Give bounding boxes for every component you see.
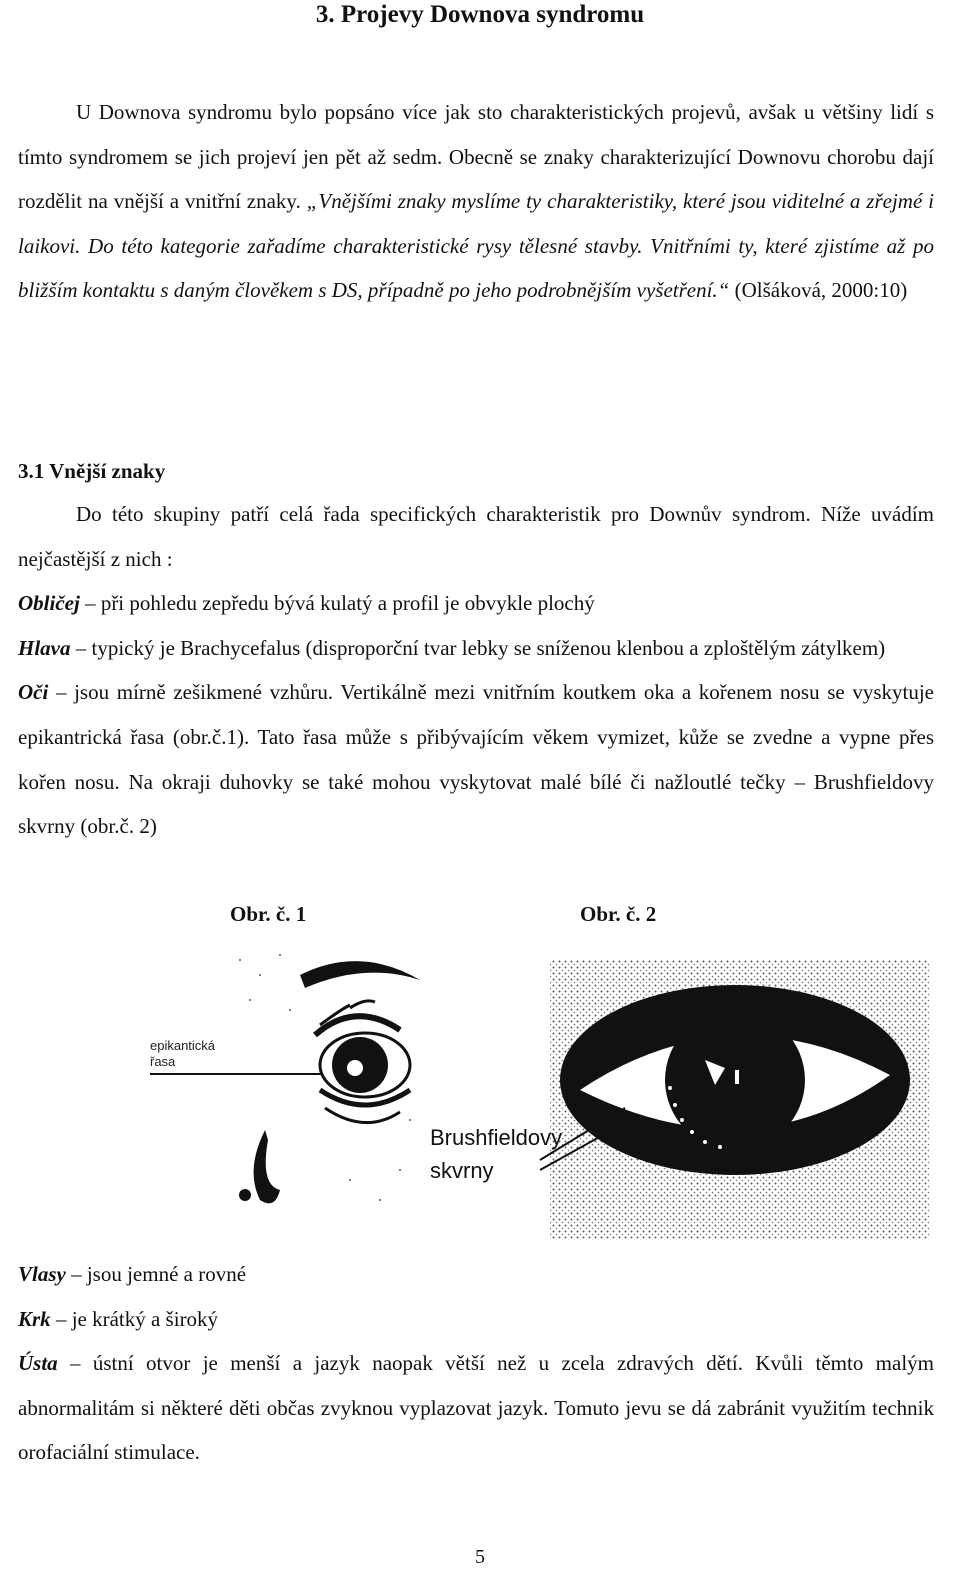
- page-title: 3. Projevy Downova syndromu: [315, 1, 645, 28]
- trait-text: – jsou mírně zešikmené vzhůru. Vertikálně mezi vnitřním koutkem oka a kořenem nosu se vyskytuje epikantrická řasa (obr.č.1). Tato řasa může s přibývajícím věkem vymizet, kůže se zvedne a vypne přes kořen nosu. Na okraji duhovky se také mohou vyskytovat malé bílé či nažloutlé tečky – Brushfieldovy skvrny (obr.č. 2): [18, 680, 934, 839]
- figure-1-eye-illustration: [150, 940, 430, 1240]
- trait-row: [18, 626, 934, 671]
- figure-2-label: Obr. č. 2: [580, 902, 657, 926]
- figure-1-annotation-1: epikantická: [150, 1038, 216, 1053]
- trait-row: [18, 1341, 934, 1475]
- section-heading: 3.1 Vnější znaky: [18, 459, 166, 483]
- section-lead: Do této skupiny patří celá řada specifických charakteristik pro Downův syndrom. Níže uvádím nejčastější z nich :: [18, 502, 934, 571]
- trait-text: – při pohledu zepředu bývá kulatý a profil je obvykle plochý: [79, 591, 595, 616]
- intro-text: U Downova syndromu bylo popsáno více jak sto charakteristických projevů, avšak u většiny lidí s tímto syndromem se jich projeví jen pět až sedm. Obecně se znaky charakterizující Downovu chorobu dají rozdělit na vnější a vnitřní znaky.: [18, 100, 934, 214]
- trait-row: [18, 670, 934, 848]
- intro-citation: (Olšáková, 2000:10): [729, 278, 908, 303]
- page-number: 5: [475, 1546, 485, 1568]
- trait-text: – typický je Brachycefalus (disproporční tvar lebky se sníženou klenbou a zploštělým zátylkem): [70, 635, 886, 660]
- trait-text: – jsou jemné a rovné: [65, 1262, 247, 1286]
- trait-term: Vlasy: [18, 1262, 66, 1286]
- iris-highlight: [347, 1060, 363, 1076]
- trait-term: Ústa: [18, 1351, 58, 1376]
- intro-paragraph: [18, 90, 934, 313]
- intro-quote: „Vnějšími znaky myslíme ty charakteristiky, které jsou viditelné a zřejmé i laikovi. Do této kategorie zařadíme charakteristické rysy tělesné stavby. Vnitřními ty, které zjistíme až po bližším kontaktu s daným člověkem s DS, případně po jeho podrobnějším vyšetření.“: [18, 189, 934, 303]
- figure-1-annotation-2: řasa: [150, 1054, 176, 1069]
- figure-2-annotation-2: skvrny: [430, 1158, 494, 1183]
- trait-term: Obličej: [18, 591, 80, 616]
- trait-text: – ústní otvor je menší a jazyk naopak větší než u zcela zdravých dětí. Kvůli těmto malým abnormalitám si některé děti občas zvyknou vyplazovat jazyk. Tomuto jevu se dá zabránit využitím technik orofaciální stimulace.: [18, 1351, 934, 1465]
- trait-row: [18, 581, 934, 626]
- trait-term: Krk: [18, 1306, 51, 1331]
- figure-2-annotation-1: Brushfieldovy: [430, 1125, 563, 1150]
- trait-term: Oči: [18, 680, 49, 705]
- trait-row: [18, 1297, 934, 1342]
- traits-bottom: [18, 1252, 934, 1475]
- section-body: [18, 492, 934, 849]
- trait-text: – je krátký a široký: [50, 1306, 219, 1331]
- figure-2-eye-illustration: [420, 960, 940, 1250]
- figure-1-label: Obr. č. 1: [230, 902, 307, 926]
- trait-term: Hlava: [18, 635, 71, 660]
- nostril-shape: [254, 1130, 280, 1203]
- trait-row: [18, 1252, 934, 1297]
- eyebrow-shape: [300, 961, 420, 988]
